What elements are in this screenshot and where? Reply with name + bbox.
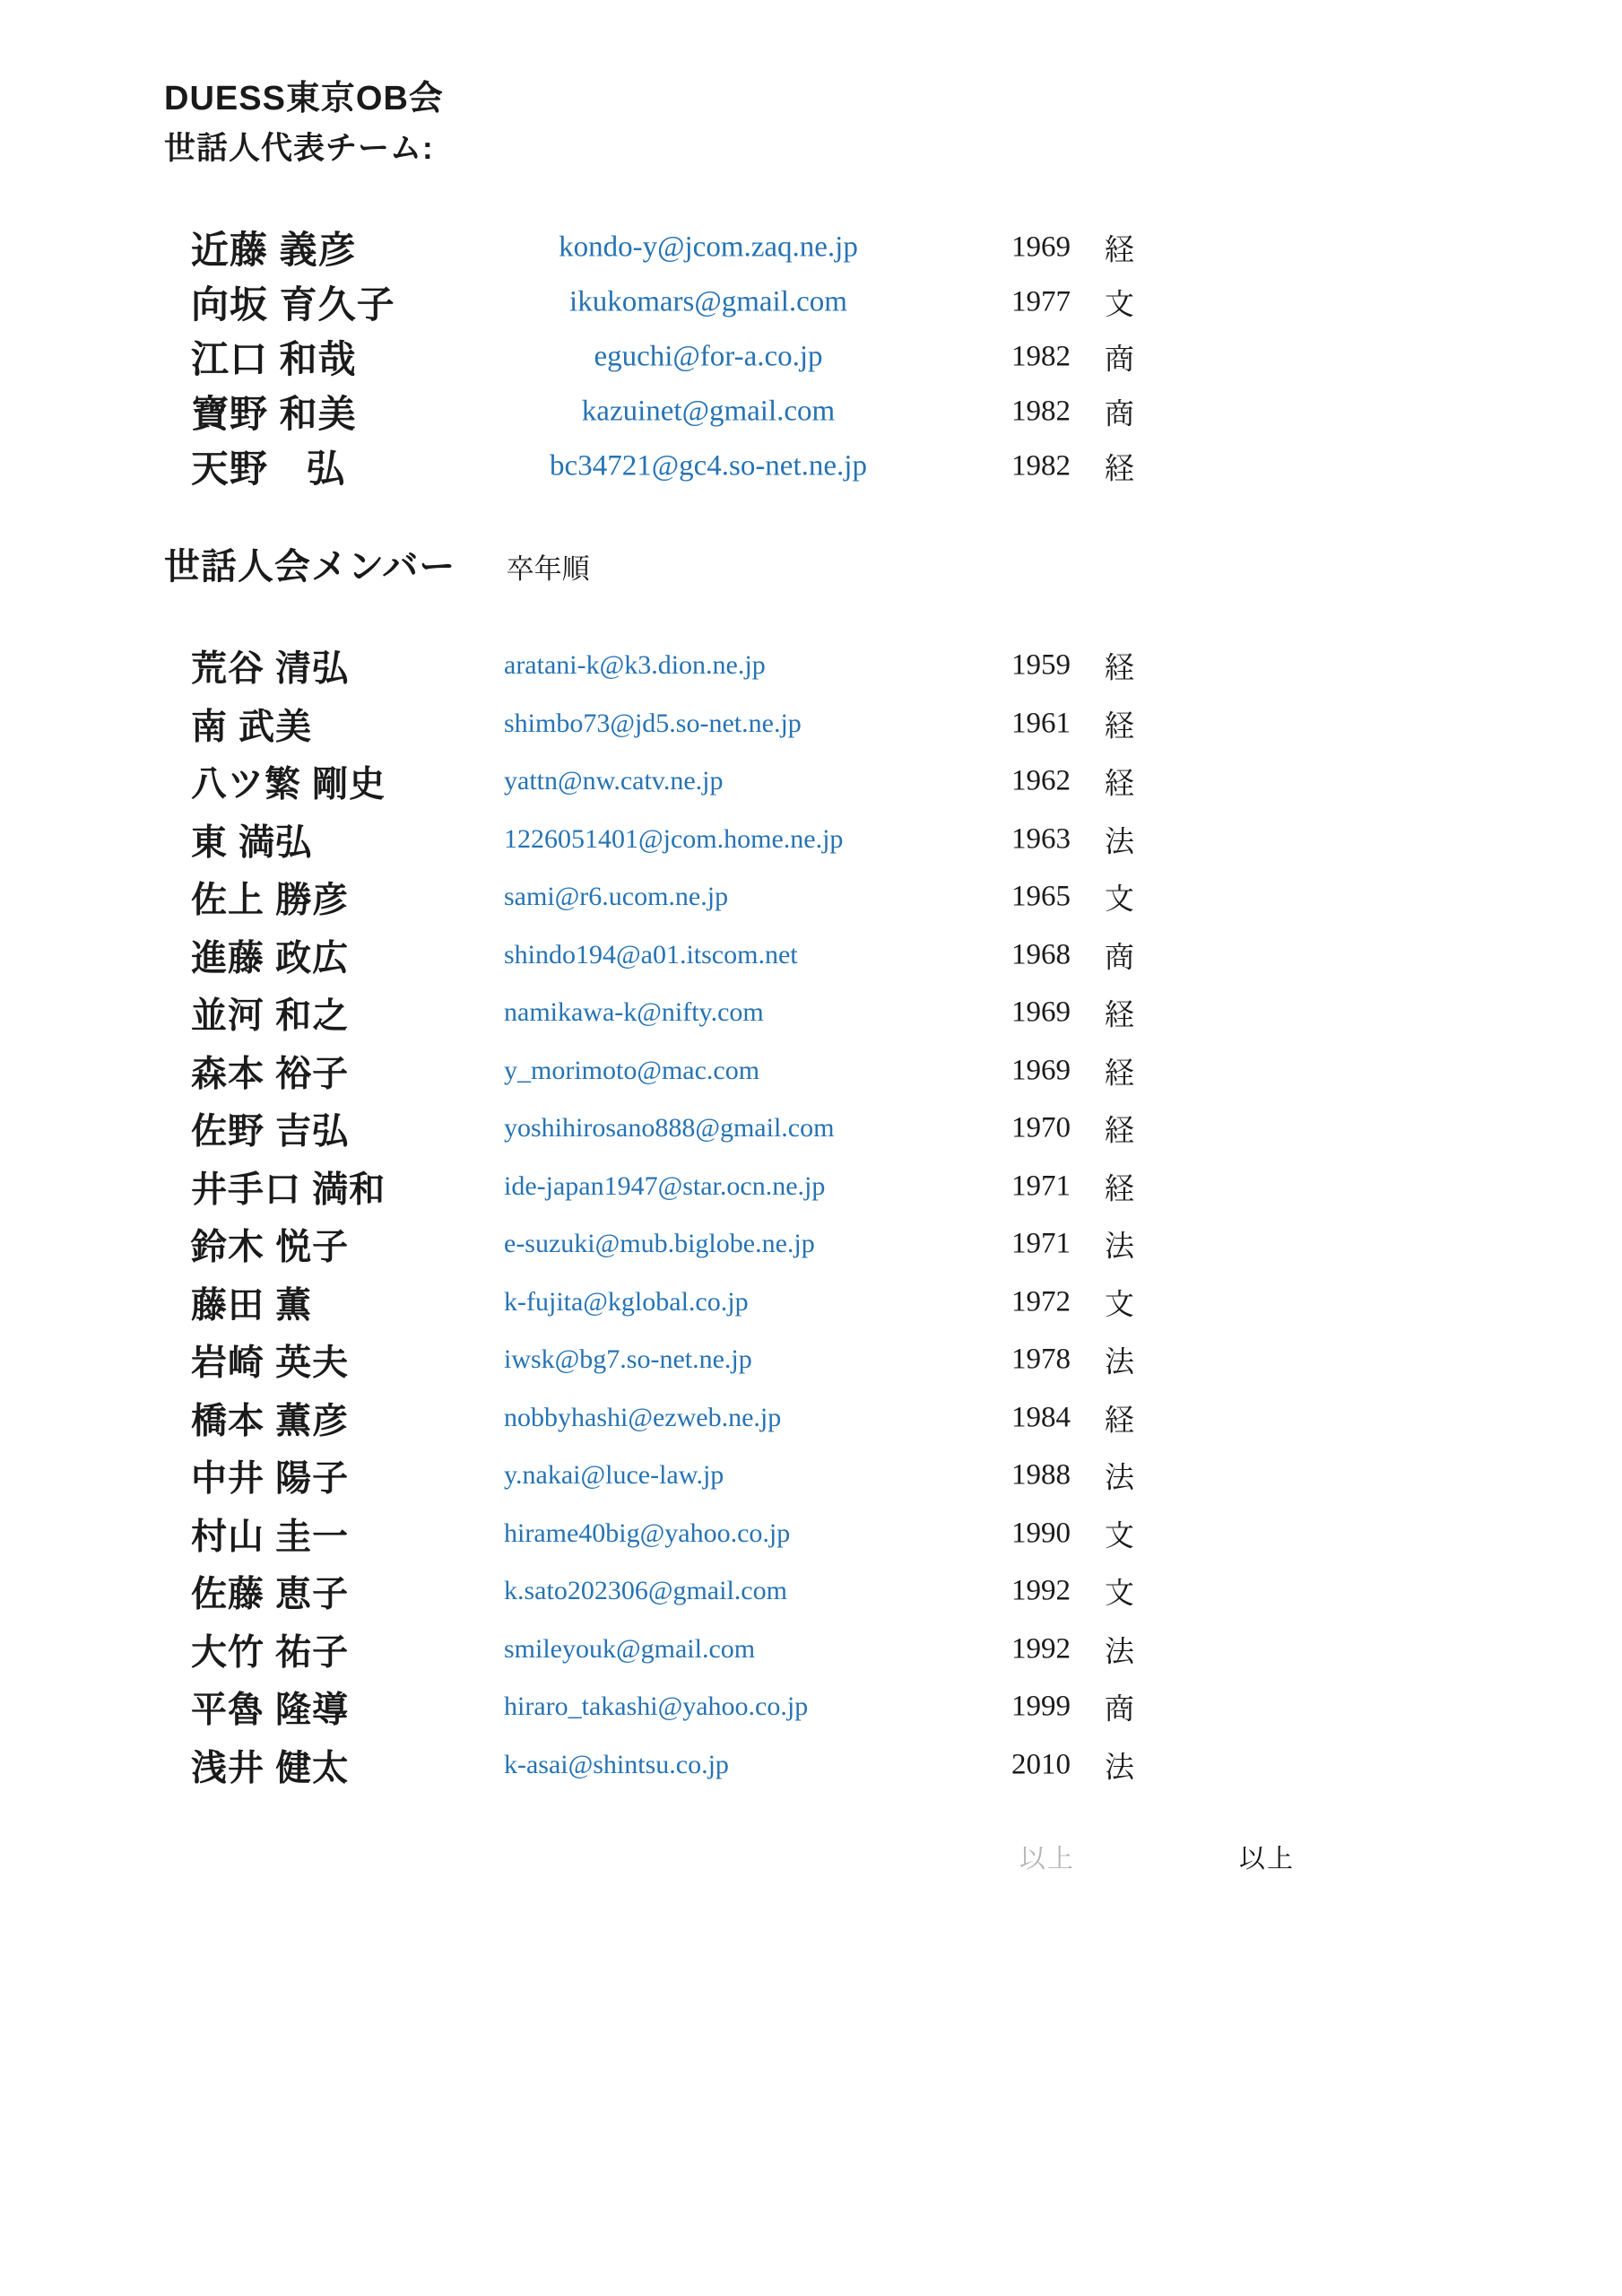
table-row [0,220,1622,274]
member-name: 鈴木 悦子 [191,1227,350,1267]
faculty-label: 経 [1105,652,1134,685]
graduation-year: 1999 [1011,1690,1071,1723]
table-row [0,1100,1622,1158]
member-name: 江口 和哉 [191,337,357,380]
table-row [0,439,1622,493]
members-section-header [164,538,590,589]
member-name: 天野 弘 [191,447,346,490]
member-email[interactable]: yattn@nw.catv.ne.jp [504,766,724,796]
member-email[interactable]: k-asai@shintsu.co.jp [504,1749,729,1779]
member-name: 荒谷 清弘 [191,648,350,689]
graduation-year: 1988 [1011,1458,1071,1492]
graduation-year: 1990 [1011,1517,1071,1550]
faculty-label: 法 [1105,1231,1134,1264]
member-name: 並河 和之 [191,996,350,1036]
faculty-label: 経 [1105,999,1134,1032]
faculty-label: 経 [1105,1057,1134,1091]
member-email[interactable]: y.nakai@luce-law.jp [504,1460,724,1491]
table-row [0,695,1622,753]
faculty-label: 経 [1105,1173,1134,1206]
member-name: 橋本 薫彦 [191,1401,350,1441]
faculty-label: 経 [1105,768,1134,801]
member-name: 東 満弘 [191,822,313,863]
members-section-heading: 世話人会メンバー [164,547,456,587]
graduation-year: 1959 [1011,648,1071,682]
graduation-year: 1982 [1011,395,1071,427]
table-row [0,384,1622,439]
faculty-label: 文 [1105,883,1134,917]
faculty-label: 法 [1105,1462,1134,1495]
member-name: 中井 陽子 [191,1458,350,1499]
table-row [0,1447,1622,1505]
faculty-label: 商 [1105,398,1134,430]
table-row [0,1389,1622,1448]
members-order-note: 卒年順 [506,553,590,585]
member-name: 佐上 勝彦 [191,880,350,920]
table-row [0,1562,1622,1621]
faculty-label: 商 [1105,1693,1134,1726]
table-row [0,637,1622,695]
table-row [0,1505,1622,1563]
faculty-label: 経 [1105,234,1134,266]
table-row [0,926,1622,985]
member-email[interactable]: 1226051401@jcom.home.ne.jp [504,823,844,854]
faculty-label: 経 [1105,453,1134,485]
member-name: 佐野 吉弘 [191,1111,350,1152]
faculty-label: 文 [1105,1578,1134,1611]
member-name: 進藤 政広 [191,938,350,978]
table-row [0,1678,1622,1736]
table-row [0,1042,1622,1100]
member-name: 大竹 祐子 [191,1632,350,1673]
graduation-year: 1965 [1011,880,1071,913]
faculty-label: 法 [1105,1346,1134,1379]
member-name: 佐藤 恵子 [191,1574,350,1614]
graduation-year: 1963 [1011,822,1071,856]
member-email[interactable]: eguchi@for-a.co.jp [594,340,823,372]
members-list [0,637,1622,1794]
faculty-label: 法 [1105,826,1134,859]
faculty-label: 商 [1105,942,1134,975]
member-name: 井手口 満和 [191,1170,386,1210]
graduation-year: 1978 [1011,1343,1071,1376]
member-name: 寶野 和美 [191,392,357,435]
graduation-year: 1969 [1011,996,1071,1029]
representative-team-list [0,220,1622,493]
graduation-year: 1968 [1011,938,1071,971]
faculty-label: 経 [1105,1405,1134,1438]
table-row [0,752,1622,811]
team-section-heading: 世話人代表チーム: [164,131,434,166]
member-name: 浅井 健太 [191,1748,350,1788]
member-email[interactable]: k-fujita@kglobal.co.jp [504,1286,749,1317]
member-email[interactable]: kondo-y@jcom.zaq.ne.jp [559,230,858,263]
graduation-year: 1992 [1011,1574,1071,1607]
faculty-label: 文 [1105,289,1134,321]
member-email[interactable]: yoshihirosano888@gmail.com [504,1113,835,1144]
table-row [0,1331,1622,1389]
member-name: 八ツ繁 剛史 [191,764,386,804]
graduation-year: 1972 [1011,1285,1071,1318]
member-email[interactable]: hirame40big@yahoo.co.jp [504,1518,791,1548]
graduation-year: 1977 [1011,285,1071,317]
table-row [0,274,1622,329]
member-email[interactable]: kazuinet@gmail.com [581,395,836,427]
member-name: 平魯 隆導 [191,1690,350,1730]
member-name: 近藤 義彦 [191,228,357,271]
member-email[interactable]: shimbo73@jd5.so-net.ne.jp [504,708,802,738]
graduation-year: 1962 [1011,764,1071,797]
table-row [0,329,1622,384]
closing-text: 以上 [1239,1845,1296,1874]
table-row [0,1621,1622,1679]
page-title: DUESS東京OB会 [164,80,444,117]
member-email[interactable]: y_morimoto@mac.com [504,1055,760,1085]
graduation-year: 1971 [1011,1227,1071,1260]
table-row [0,984,1622,1042]
faculty-label: 商 [1105,344,1134,376]
graduation-year: 1992 [1011,1632,1071,1665]
graduation-year: 1982 [1011,449,1071,482]
graduation-year: 1984 [1011,1401,1071,1434]
table-row [0,1158,1622,1216]
member-email[interactable]: sami@r6.ucom.ne.jp [504,882,729,912]
graduation-year: 1969 [1011,1054,1071,1087]
graduation-year: 1982 [1011,340,1071,372]
member-name: 森本 裕子 [191,1054,350,1094]
member-email[interactable]: aratani-k@k3.dion.ne.jp [504,650,766,681]
graduation-year: 1961 [1011,707,1071,740]
graduation-year: 2010 [1011,1748,1071,1781]
table-row [0,1215,1622,1274]
faculty-label: 法 [1105,1752,1134,1785]
member-email[interactable]: nobbyhashi@ezweb.ne.jp [504,1402,782,1432]
member-email[interactable]: shindo194@a01.itscom.net [504,939,798,970]
graduation-year: 1970 [1011,1111,1071,1144]
graduation-year: 1971 [1011,1170,1071,1203]
member-email[interactable]: ide-japan1947@star.ocn.ne.jp [504,1170,826,1201]
closing-line [0,1839,1622,1874]
member-name: 岩崎 英夫 [191,1343,350,1383]
faculty-label: 文 [1105,1289,1134,1322]
graduation-year: 1969 [1011,230,1071,263]
member-email[interactable]: hiraro_takashi@yahoo.co.jp [504,1692,809,1722]
member-name: 南 武美 [191,707,313,747]
table-row [0,1736,1622,1795]
faculty-label: 経 [1105,710,1134,744]
member-name: 村山 圭一 [191,1517,350,1557]
member-email[interactable]: ikukomars@gmail.com [569,285,847,317]
member-email[interactable]: iwsk@bg7.so-net.ne.jp [504,1344,752,1375]
table-row [0,1274,1622,1332]
table-row [0,868,1622,926]
table-row [0,811,1622,869]
member-email[interactable]: namikawa-k@nifty.com [504,997,764,1028]
member-email[interactable]: smileyouk@gmail.com [504,1633,756,1664]
faculty-label: 文 [1105,1520,1134,1553]
faculty-label: 法 [1105,1636,1134,1669]
member-email[interactable]: bc34721@gc4.so-net.ne.jp [550,449,867,482]
member-name: 向坂 育久子 [191,283,395,326]
faculty-label: 経 [1105,1115,1134,1148]
member-email[interactable]: e-suzuki@mub.biglobe.ne.jp [504,1229,815,1259]
member-email[interactable]: k.sato202306@gmail.com [504,1576,787,1606]
member-name: 藤田 薫 [191,1285,313,1326]
closing-text-ghost: 以上 [1019,1845,1076,1874]
